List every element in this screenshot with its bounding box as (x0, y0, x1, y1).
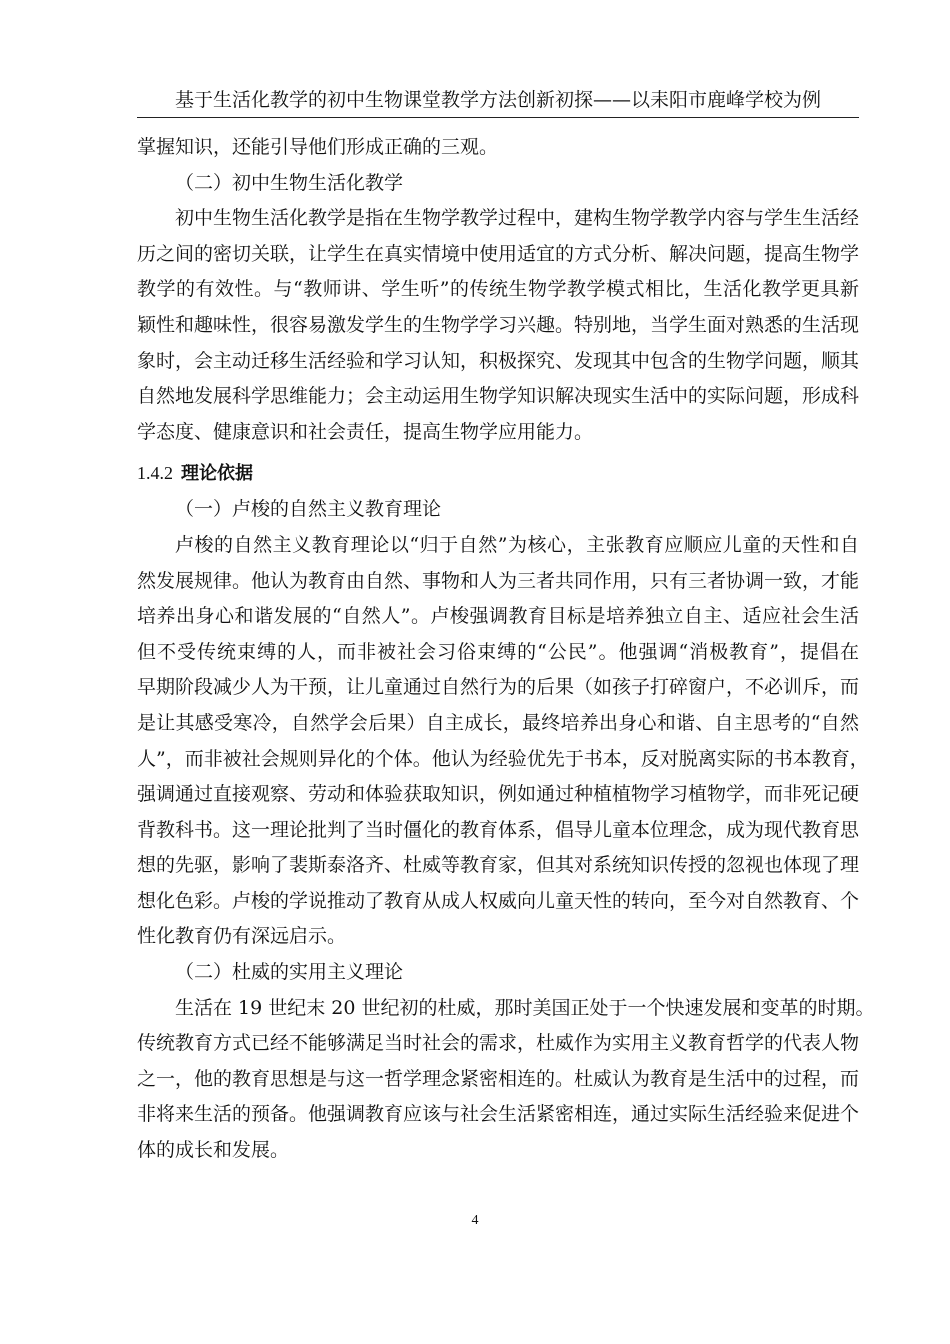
text-line: 人”，而非被社会规则异化的个体。他认为经验优先于书本，反对脱离实际的书本教育， (137, 747, 869, 770)
text-line: 非将来生活的预备。他强调教育应该与社会生活紧密相连，通过实际生活经验来促进个 (137, 1103, 860, 1126)
text-line: 之一，他的教育思想是与这一哲学理念紧密相连的。杜威认为教育是生活中的过程，而 (137, 1067, 860, 1090)
text-line: 早期阶段减少人为干预，让儿童通过自然行为的后果（如孩子打碎窗户，不必训斥，而 (137, 676, 860, 699)
text-line: 想化色彩。卢梭的学说推动了教育从成人权威向儿童天性的转向，至今对自然教育、个 (137, 889, 860, 912)
section-title: 理论依据 (181, 463, 253, 484)
section-number: 1.4.2 (137, 463, 173, 484)
header-rule (137, 117, 859, 118)
subheading-rousseau: （一）卢梭的自然主义教育理论 (175, 498, 442, 521)
text-line: 颖性和趣味性，很容易激发学生的生物学学习兴趣。特别地，当学生面对熟悉的生活现 (137, 313, 860, 336)
subheading-dewey: （二）杜威的实用主义理论 (175, 961, 404, 984)
text-line: 学态度、健康意识和社会责任，提高生物学应用能力。 (137, 420, 594, 443)
text-line: 自然地发展科学思维能力；会主动运用生物学知识解决现实生活中的实际问题，形成科 (137, 385, 860, 408)
text-line: 教学的有效性。与“教师讲、学生听”的传统生物学教学模式相比，生活化教学更具新 (137, 278, 859, 301)
text-line: 历之间的密切关联，让学生在真实情境中使用适宜的方式分析、解决问题，提高生物学 (137, 242, 860, 265)
running-header: 基于生活化教学的初中生物课堂教学方法创新初探——以耒阳市鹿峰学校为例 (174, 89, 821, 111)
text-line: 但不受传统束缚的人，而非被社会习俗束缚的“公民”。他强调“消极教育”，提倡在 (137, 640, 859, 663)
section-heading (137, 454, 859, 492)
text-line: 强调通过直接观察、劳动和体验获取知识，例如通过种植植物学习植物学，而非死记硬 (137, 783, 860, 806)
subheading-biology-life-teaching: （二）初中生物生活化教学 (175, 171, 404, 194)
text-line: 性化教育仍有深远启示。 (137, 925, 347, 948)
text-line: 背教科书。这一理论批判了当时僵化的教育体系，倡导儿童本位理念，成为现代教育思 (137, 818, 860, 841)
text-line: 掌握知识，还能引导他们形成正确的三观。 (137, 136, 499, 158)
text-line: 传统教育方式已经不能够满足当时社会的需求，杜威作为实用主义教育哲学的代表人物 (137, 1032, 860, 1055)
text-line: 卢梭的自然主义教育理论以“归于自然”为核心，主张教育应顺应儿童的天性和自 (175, 533, 859, 556)
text-line: 培养出身心和谐发展的“自然人”。卢梭强调教育目标是培养独立自主、适应社会生活 (137, 605, 859, 628)
text-line: 是让其感受寒冷，自然学会后果）自主成长，最终培养出身心和谐、自主思考的“自然 (137, 711, 859, 734)
text-line: 象时，会主动迁移生活经验和学习认知，积极探究、发现其中包含的生物学问题，顺其 (137, 349, 860, 372)
page-number: 4 (471, 1213, 479, 1228)
text-line: 想的先驱，影响了裴斯泰洛齐、杜威等教育家，但其对系统知识传授的忽视也体现了理 (137, 854, 860, 877)
text-line: 初中生物生活化教学是指在生物学教学过程中，建构生物学教学内容与学生生活经 (175, 207, 860, 230)
text-line: 生活在 19 世纪末 20 世纪初的杜威，那时美国正处于一个快速发展和变革的时期。 (175, 996, 875, 1019)
text-line: 体的成长和发展。 (137, 1139, 290, 1162)
body-text (137, 130, 875, 1169)
text-line: 然发展规律。他认为教育由自然、事物和人为三者共同作用，只有三者协调一致，才能 (137, 569, 860, 592)
